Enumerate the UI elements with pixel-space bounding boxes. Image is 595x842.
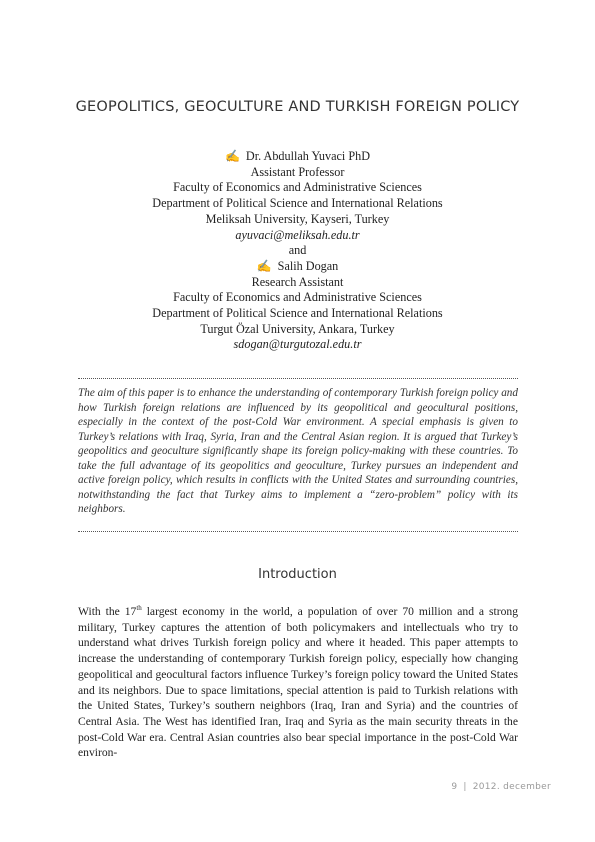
abstract-top-rule xyxy=(78,378,518,379)
issue-date: 2012. december xyxy=(472,782,551,792)
author1-position: Assistant Professor xyxy=(250,164,345,179)
paper-title: GEOPOLITICS, GEOCULTURE AND TURKISH FOREIGN POLICY xyxy=(75,99,520,115)
author2-university: Turgut Özal University, Ankara, Turkey xyxy=(200,321,395,336)
author1-university: Meliksah University, Kayseri, Turkey xyxy=(205,211,390,226)
author2-email: sdogan@turgutozal.edu.tr xyxy=(233,337,362,352)
footer-separator: | xyxy=(463,782,467,792)
author2-name: Salih Dogan xyxy=(277,258,339,273)
author2-faculty: Faculty of Economics and Administrative Sciences xyxy=(173,290,422,305)
author-conjunction: and xyxy=(288,243,307,258)
author-block xyxy=(0,149,595,353)
author2-position: Research Assistant xyxy=(251,274,344,289)
section-heading: Introduction xyxy=(258,567,337,582)
abstract-text: The aim of this paper is to enhance the understanding of contemporary Turkish foreign policy and how Turkish foreign relations are influenced by its geopolitical and geocultural positions, especially in the context of the post-Cold War environment. A special emphasis is given to Turkey’s relations with Iraq, Syria, Iran and the Central Asian region. It is argued that Turkey’s geopolitics and geoculture significantly shape its foreign policy-making with these countries. To take the full advantage of its geopolitics and geoculture, Turkey pursues an independent and active foreign policy, which results in conflicts with the United States and surrounding countries, notwithstanding the fact that Turkey aims to implement a “zero-problem” policy with its neighbors. xyxy=(78,387,518,515)
abstract-bottom-rule xyxy=(78,531,518,532)
author1-name: Dr. Abdullah Yuvaci PhD xyxy=(245,149,371,163)
body-paragraph xyxy=(78,604,518,761)
pen-icon: ✍ xyxy=(224,149,240,163)
body-text-rest: largest economy in the world, a population of over 70 million and a strong military, Turkey captures the attention of both policymakers and intellectuals who try to understand what drives Turkish foreign policy and where it headed. This paper attempts to increase the understanding of contemporary Turkish foreign policy, especially how changing geopolitical and geocultural factors influence Turkey’s foreign policy toward the United States and its neighbors. Due to space limitations, special attention is paid to Turkish relations with the United States, Turkey’s southern neighbors (Iraq, Iran and Syria) and the countries of Central Asia. The West has identified Iran, Iraq and Syria as the main security threats in the post-Cold War era. Central Asian countries also bear special importance in the post-Cold War environ- xyxy=(78,605,518,760)
author2-department: Department of Political Science and International Relations xyxy=(152,306,443,321)
page-footer xyxy=(451,782,551,792)
page-number: 9 xyxy=(451,782,458,792)
author1-faculty: Faculty of Economics and Administrative Sciences xyxy=(173,180,422,195)
author1-email: ayuvaci@meliksah.edu.tr xyxy=(235,227,360,242)
ordinal-superscript: th xyxy=(136,604,142,613)
body-text-start: With the 17 xyxy=(78,605,137,618)
author1-name-line xyxy=(0,149,595,165)
pen-icon: ✍ xyxy=(256,258,272,273)
author1-department: Department of Political Science and International Relations xyxy=(152,196,443,211)
author2-name-line xyxy=(0,259,595,275)
